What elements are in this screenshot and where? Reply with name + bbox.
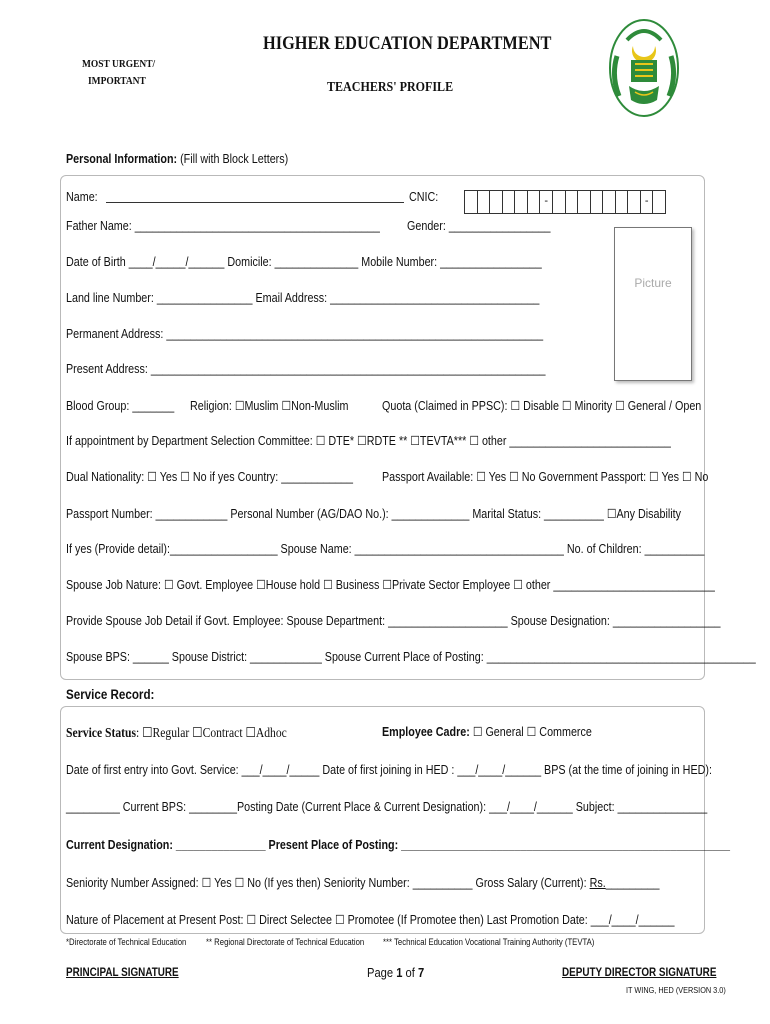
- name-label: Name:: [66, 190, 98, 204]
- footnote-rdte: ** Regional Directorate of Technical Education: [206, 937, 365, 947]
- gender-field[interactable]: Gender: _________________: [407, 219, 551, 233]
- footnote-dte: *Directorate of Technical Education: [66, 937, 187, 947]
- salary-currency: Rs.: [589, 876, 606, 890]
- religion-options[interactable]: Religion: ☐Muslim ☐Non-Muslim: [190, 399, 349, 413]
- passport-personal-marital-row[interactable]: Passport Number: ____________ Personal Number (AG/DAO No.): _____________ Marital Status: __________ ☐Any Disability: [66, 507, 681, 521]
- spouse-name-children-row[interactable]: If yes (Provide detail):__________________ Spouse Name: ___________________________________ No. of Children: __________: [66, 542, 705, 556]
- picture-box[interactable]: [614, 227, 692, 381]
- employee-cadre-options[interactable]: ☐ General ☐ Commerce: [472, 725, 592, 739]
- passport-options[interactable]: Passport Available: ☐ Yes ☐ No Government Passport: ☐ Yes ☐ No: [382, 470, 709, 484]
- seniority-salary-row[interactable]: [66, 876, 660, 891]
- page-number: Page 1 of 7: [367, 965, 425, 980]
- personal-info-heading: [66, 152, 288, 167]
- permanent-address-field[interactable]: Permanent Address: _______________________________________________________________: [66, 327, 544, 341]
- placement-row[interactable]: Nature of Placement at Present Post: ☐ Direct Selectee ☐ Promotee (If Promotee then) Last Promotion Date: ___/____/______: [66, 913, 675, 927]
- personal-info-section: [60, 175, 705, 680]
- seniority-text: Seniority Number Assigned: ☐ Yes ☐ No (If yes then) Seniority Number: __________ Gross Salary (Current):: [66, 876, 590, 890]
- footnote-tevta: *** Technical Education Vocational Training Authority (TEVTA): [383, 937, 595, 947]
- service-status-row[interactable]: [66, 725, 287, 740]
- service-status-label: Service Status: [66, 725, 136, 740]
- personal-info-title: Personal Information:: [66, 152, 178, 166]
- urgent-label-1: MOST URGENT/: [82, 58, 156, 70]
- version-label: IT WING, HED (VERSION 3.0): [626, 985, 726, 995]
- quota-options[interactable]: Quota (Claimed in PPSC): ☐ Disable ☐ Minority ☐ General / Open: [382, 399, 702, 413]
- dob-domicile-mobile-row[interactable]: Date of Birth ____/_____/______ Domicile: ______________ Mobile Number: _________________: [66, 255, 542, 269]
- page-current: 1: [396, 965, 403, 980]
- service-record-heading: Service Record:: [66, 687, 155, 702]
- current-bps-posting-row[interactable]: _________ Current BPS: ________Posting Date (Current Place & Current Designation): ___/____/______ Subject: _______________: [66, 800, 708, 814]
- blood-group-field[interactable]: Blood Group: _______: [66, 399, 175, 413]
- employee-cadre-label: Employee Cadre:: [382, 725, 470, 739]
- page-total: 7: [417, 965, 425, 980]
- employee-cadre-row[interactable]: [382, 725, 592, 740]
- urgent-label-2: IMPORTANT: [88, 75, 146, 87]
- department-title: HIGHER EDUCATION DEPARTMENT: [263, 33, 552, 54]
- profile-title: TEACHERS' PROFILE: [327, 80, 454, 95]
- name-field[interactable]: [106, 202, 404, 203]
- spouse-bps-district-row[interactable]: Spouse BPS: ______ Spouse District: ____________ Spouse Current Place of Posting: _____________________________________________: [66, 650, 756, 664]
- dual-nationality-options[interactable]: Dual Nationality: ☐ Yes ☐ No if yes Country: ____________: [66, 470, 354, 484]
- landline-email-row[interactable]: Land line Number: ________________ Email Address: ___________________________________: [66, 291, 540, 305]
- current-designation-posting-row[interactable]: Current Designation: _______________ Present Place of Posting: _______________________________________________________: [66, 838, 731, 852]
- cnic-input[interactable]: - -: [464, 190, 666, 214]
- salary-blank[interactable]: _________: [605, 876, 660, 890]
- picture-label: Picture: [634, 276, 672, 290]
- present-address-field[interactable]: Present Address: __________________________________________________________________: [66, 362, 546, 376]
- punjab-government-logo: [605, 16, 683, 120]
- first-entry-joining-row[interactable]: Date of first entry into Govt. Service: ___/____/_____ Date of first joining in HED : ___/____/______ BPS (at the time of joining in HED):: [66, 763, 712, 777]
- appointment-options[interactable]: If appointment by Department Selection Committee: ☐ DTE* ☐RDTE ** ☐TEVTA*** ☐ other ___________________________: [66, 434, 671, 448]
- spouse-department-row[interactable]: Provide Spouse Job Detail if Govt. Employee: Spouse Department: ____________________ Spouse Designation: __________________: [66, 614, 721, 628]
- deputy-director-signature-label: DEPUTY DIRECTOR SIGNATURE: [562, 967, 717, 979]
- cnic-label: CNIC:: [409, 190, 439, 204]
- father-name-field[interactable]: Father Name: _________________________________________: [66, 219, 380, 233]
- service-record-section: [60, 706, 708, 934]
- personal-info-note: (Fill with Block Letters): [180, 152, 289, 166]
- spouse-job-nature-options[interactable]: Spouse Job Nature: ☐ Govt. Employee ☐House hold ☐ Business ☐Private Sector Employee ☐ other ___________________________: [66, 578, 715, 592]
- principal-signature-label: PRINCIPAL SIGNATURE: [66, 967, 179, 979]
- service-status-options[interactable]: : ☐Regular ☐Contract ☐Adhoc: [135, 725, 287, 740]
